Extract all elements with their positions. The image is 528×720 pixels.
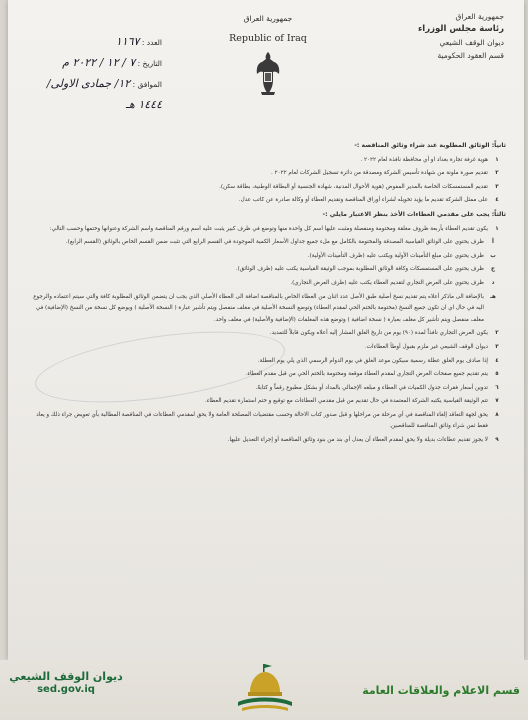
item-text: يكون تقديم العطاء بأربعة ظروف مغلقة ومختومة ومنفصلة ومثبت عليها اسم كل واحدة منها وتوضع في ظرف كبير يثبت عليه اسم ورقم المناقصة واسم الشركة وعنوانها وختمها وحسب التالي: <box>49 225 488 232</box>
section-3-list <box>28 224 506 447</box>
list-item <box>28 195 506 207</box>
item-number: ٧ <box>495 398 499 405</box>
item-number: ب <box>490 252 496 259</box>
office-name: ديوان الوقف الشيعي <box>439 38 504 47</box>
list-item <box>28 356 506 368</box>
list-item <box>28 396 506 408</box>
item-text: بالإضافة الى ماذكر أعلاه يتم تقديم نسخ أصلية طبق الأصل عدد اثنان من العطاء الخاص بالمناقصة اضافة الى العطاء الأصلي الذي يجب ان يتضمن الوثائق المطلوبة كافة والتي سيتم اعتماده والرجوع اليه في حال اي ان تكون جميع النسخ (مختومة بالختم الحي لمقدم العطاء) وتوضع النسخة الأصلية في مغلف منفصل ويتم تأشير عبارة ( النسخة الأصلية ) ويوضع كل نسخة من النسخ (الإضافية) في مغلف منفصل ويتم تأشير كل مغلف بعبارة ( نسخة اضافية ) وتوضع هذه المغلفات (الإضافية والأصلية) في مغلف واحد. <box>33 293 484 323</box>
item-number: ١ <box>495 225 499 232</box>
list-item <box>28 383 506 395</box>
republic-english: Republic of Iraq <box>229 33 307 44</box>
section-3-title: ثالثاً: يجب على مقدمي العطاءات الأخذ بنظر الاعتبار مايلي :- <box>322 210 506 218</box>
list-item <box>28 182 506 194</box>
iraq-eagle-emblem-icon <box>253 50 283 96</box>
item-text: يحق لجهة التعاقد إلغاء المناقصة في أي مرحلة من مراحلها و قبل صدور كتاب الاحالة وحسب مقتضيات المصلحة العامة ولا يحق لمقدمي العطاءات في المناقصة المطالبة بأي تعويض جراء ذلك و يعاد فقط ثمن شراء وثائق المناقصة للمناقصين. <box>36 411 488 430</box>
list-item <box>28 224 506 236</box>
item-text: ظرف يحتوي على الوثائق القياسية المصدقة والمختومة بالكامل مع ملء جميع جداول الأسعار الكمية الموجودة في القسم الرابع التي تثبت ضمن القسم الخاص بالوثائق (القسم الرابع). <box>65 239 484 246</box>
item-text: هوية غرفة تجارة بغداد او أي محافظة نافذة لعام ٢٠٢٢ . <box>360 156 488 163</box>
item-number: ٢ <box>495 170 499 177</box>
section-2-list <box>28 155 506 207</box>
item-text: يكون العرض التجاري نافذاً لمدة (٩٠) يوم من تاريخ الغلق المشار إليه أعلاه ويكون قابلاً للتمديد. <box>269 330 488 337</box>
list-item <box>28 237 506 249</box>
list-item <box>28 168 506 180</box>
shrine-dome-logo-icon <box>232 662 298 718</box>
republic-arabic: جمهورية العراق <box>243 14 293 23</box>
date-value: ٧ / ١٢ / ٢٠٢٢ م <box>62 56 136 69</box>
number-value: ١١٦٧ <box>115 35 140 48</box>
hijri-label: الموافق : <box>130 80 162 89</box>
list-item <box>28 278 506 290</box>
reference-number <box>22 32 162 53</box>
list-item <box>28 435 506 447</box>
item-text: ديوان الوقف الشيعي غير ملزم بقبول أوطأ العطاءات. <box>365 343 488 350</box>
ministry-header <box>394 10 504 62</box>
item-number: ٤ <box>495 357 499 364</box>
hijri-value: ١٢/ جمادى الاولى/ ١٤٤٤ هـ <box>46 77 162 111</box>
item-text: تقديم صورة ملونة من شهادة تأسيس الشركة ومصدقة من دائرة تسجيل الشركات لعام ٢٠٢٢ . <box>271 170 488 177</box>
list-item <box>28 155 506 167</box>
footer-department: قسم الاعلام والعلاقات العامة <box>362 684 520 697</box>
item-number: د <box>491 279 495 286</box>
document-body <box>28 138 506 449</box>
item-number: ٢ <box>495 330 499 337</box>
item-number: ٩ <box>495 437 499 444</box>
footer-brand <box>6 670 126 695</box>
item-text: ظرف يحتوي على مبلغ التأمينات الأولية ويكتب عليه (ظرف التأمينات الأولية). <box>307 252 484 259</box>
list-item <box>28 342 506 354</box>
list-item <box>28 264 506 276</box>
reference-hijri-date <box>22 74 162 116</box>
document-page <box>8 0 524 660</box>
item-number: ٤ <box>495 197 499 204</box>
council-name: رئاسة مجلس الوزراء <box>417 24 504 34</box>
emblem-header <box>218 14 318 96</box>
date-label: التاريخ : <box>135 59 162 68</box>
footer-website: sed.gov.iq <box>37 684 95 695</box>
item-number: ٨ <box>495 411 499 418</box>
item-number: ١ <box>495 156 499 163</box>
item-text: يتم تقديم جميع صفحات العرض التجاري لمقدم العطاء موقعة ومختومة بالختم الحي من قبل مقدم العطاء. <box>245 371 488 378</box>
section-2-title: ثانياً: الوثائق المطلوبة عند شراء وثائق المناقصة :- <box>354 142 506 149</box>
item-number: ٣ <box>495 343 499 350</box>
number-label: العدد : <box>141 38 162 47</box>
item-text: تقديم المستمسكات الخاصة بالمدير المفوض (هوية الأحوال المدنية، شهادة الجنسية أو البطاقة الوطنية، بطاقة سكن). <box>219 183 488 190</box>
reference-date <box>22 53 162 74</box>
list-item <box>28 328 506 340</box>
item-text: تتم الوثيقة القياسية يكتبه الشركة المعتمدة في حال تقديم من قبل مقدمي العطاءات مع توقيع و ختم استمارة تقديم العطاء. <box>204 398 488 405</box>
item-text: إذا صادف يوم الغلق عطلة رسمية سيكون موعد الغلق في يوم الدوام الرسمي الذي يلي يوم العطلة. <box>257 357 488 364</box>
item-text: تدوين أسعار فقرات جدول الكميات في العطاء و مبلغه الإجمالي بالمداد أو بشكل مطبوع رقماً و كتابةً. <box>255 384 488 391</box>
item-text: لا يجوز تقديم عطاءات بديلة ولا يحق لمقدم العطاء أن يعدل أي بند من بنود وثائق المناقصة أو إجراء التعديل عليها. <box>227 437 488 444</box>
item-number: ٥ <box>495 371 499 378</box>
list-item <box>28 369 506 381</box>
footer-banner <box>0 660 528 720</box>
footer-org-name: ديوان الوقف الشيعي <box>9 670 123 683</box>
list-item <box>28 292 506 327</box>
department-name: قسم العقود الحكومية <box>437 51 504 60</box>
item-number: أ <box>492 239 494 246</box>
country-name: جمهورية العراق <box>455 12 504 21</box>
item-number: ج <box>490 266 496 273</box>
reference-block <box>22 32 162 116</box>
list-item <box>28 251 506 263</box>
list-item <box>28 410 506 433</box>
item-text: ظرف يحتوي على المستمسكات وكافة الوثائق المطلوبة بموجب الوثيقة القياسية يكتب عليه (ظرف الوثائق). <box>235 266 484 273</box>
item-text: ظرف يحتوي على العرض التجاري لتقديم العطاء يكتب عليه (ظرف العرض التجاري). <box>290 279 484 286</box>
item-text: على ممثل الشركة تقديم ما يؤيد تخويله لشراء أوراق المناقصة وتقديم العطاء أو وكالة صادرة عن كاتب عدل. <box>238 197 488 204</box>
item-number: هـ <box>490 293 496 300</box>
item-number: ٦ <box>495 384 499 391</box>
item-number: ٣ <box>495 183 499 190</box>
